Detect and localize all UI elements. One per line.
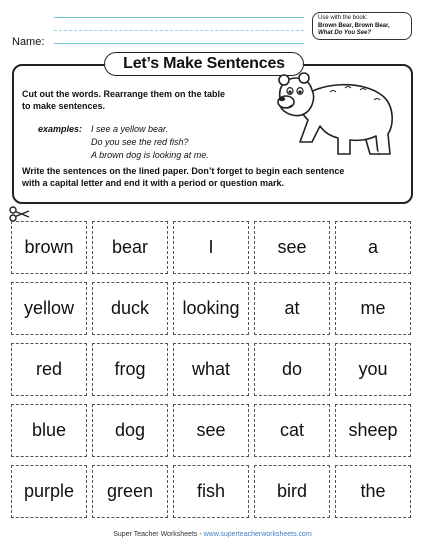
word-card[interactable]: yellow	[11, 282, 87, 335]
word-card[interactable]: do	[254, 343, 330, 396]
word-card[interactable]: see	[254, 221, 330, 274]
scissors-icon	[9, 206, 31, 222]
word-card[interactable]: the	[335, 465, 411, 518]
handwriting-line-top	[54, 17, 304, 18]
word-card-grid	[11, 221, 414, 524]
word-card[interactable]: you	[335, 343, 411, 396]
book-note-line3: What Do You See?	[318, 30, 372, 36]
word-card[interactable]: frog	[92, 343, 168, 396]
word-card[interactable]: sheep	[335, 404, 411, 457]
book-note-line2: Brown Bear, Brown Bear,	[318, 22, 390, 29]
word-card[interactable]: dog	[92, 404, 168, 457]
name-field[interactable]	[54, 43, 304, 44]
word-card[interactable]: green	[92, 465, 168, 518]
word-card[interactable]: cat	[254, 404, 330, 457]
word-card[interactable]: brown	[11, 221, 87, 274]
book-note-line1: Use with the book:	[318, 15, 368, 21]
example-sentence: Do you see the red fish?	[91, 137, 189, 147]
name-area	[12, 8, 302, 48]
examples-label: examples:	[38, 124, 83, 134]
word-card[interactable]: at	[254, 282, 330, 335]
word-card[interactable]: bear	[92, 221, 168, 274]
example-sentence: I see a yellow bear.	[91, 124, 169, 134]
examples-list	[91, 123, 291, 162]
word-card[interactable]: me	[335, 282, 411, 335]
example-sentence: A brown dog is looking at me.	[91, 150, 209, 160]
instructions-writing	[22, 165, 407, 189]
word-card[interactable]: blue	[11, 404, 87, 457]
word-card[interactable]: bird	[254, 465, 330, 518]
instructions-line1: Cut out the words. Rearrange them on the table	[22, 89, 226, 99]
word-card[interactable]: purple	[11, 465, 87, 518]
word-card[interactable]: see	[173, 404, 249, 457]
word-card[interactable]: fish	[173, 465, 249, 518]
name-label: Name:	[12, 36, 45, 48]
book-note	[312, 12, 412, 40]
word-card[interactable]: red	[11, 343, 87, 396]
bear-illustration	[270, 70, 400, 158]
word-card[interactable]: looking	[173, 282, 249, 335]
footer-link[interactable]: www.superteacherworksheets.com	[203, 531, 312, 538]
instructions-line4: with a capital letter and end it with a period or question mark.	[22, 178, 285, 188]
word-card[interactable]: what	[173, 343, 249, 396]
instructions-intro	[22, 88, 272, 112]
word-card[interactable]: I	[173, 221, 249, 274]
handwriting-line-mid	[54, 30, 304, 31]
word-card[interactable]: duck	[92, 282, 168, 335]
instructions-line3: Write the sentences on the lined paper. Don’t forget to begin each sentence	[22, 166, 345, 176]
footer-brand: Super Teacher Worksheets -	[113, 531, 204, 538]
page-title: Let’s Make Sentences	[104, 52, 304, 76]
word-card[interactable]: a	[335, 221, 411, 274]
instructions-line2: to make sentences.	[22, 101, 106, 111]
footer	[0, 531, 425, 538]
